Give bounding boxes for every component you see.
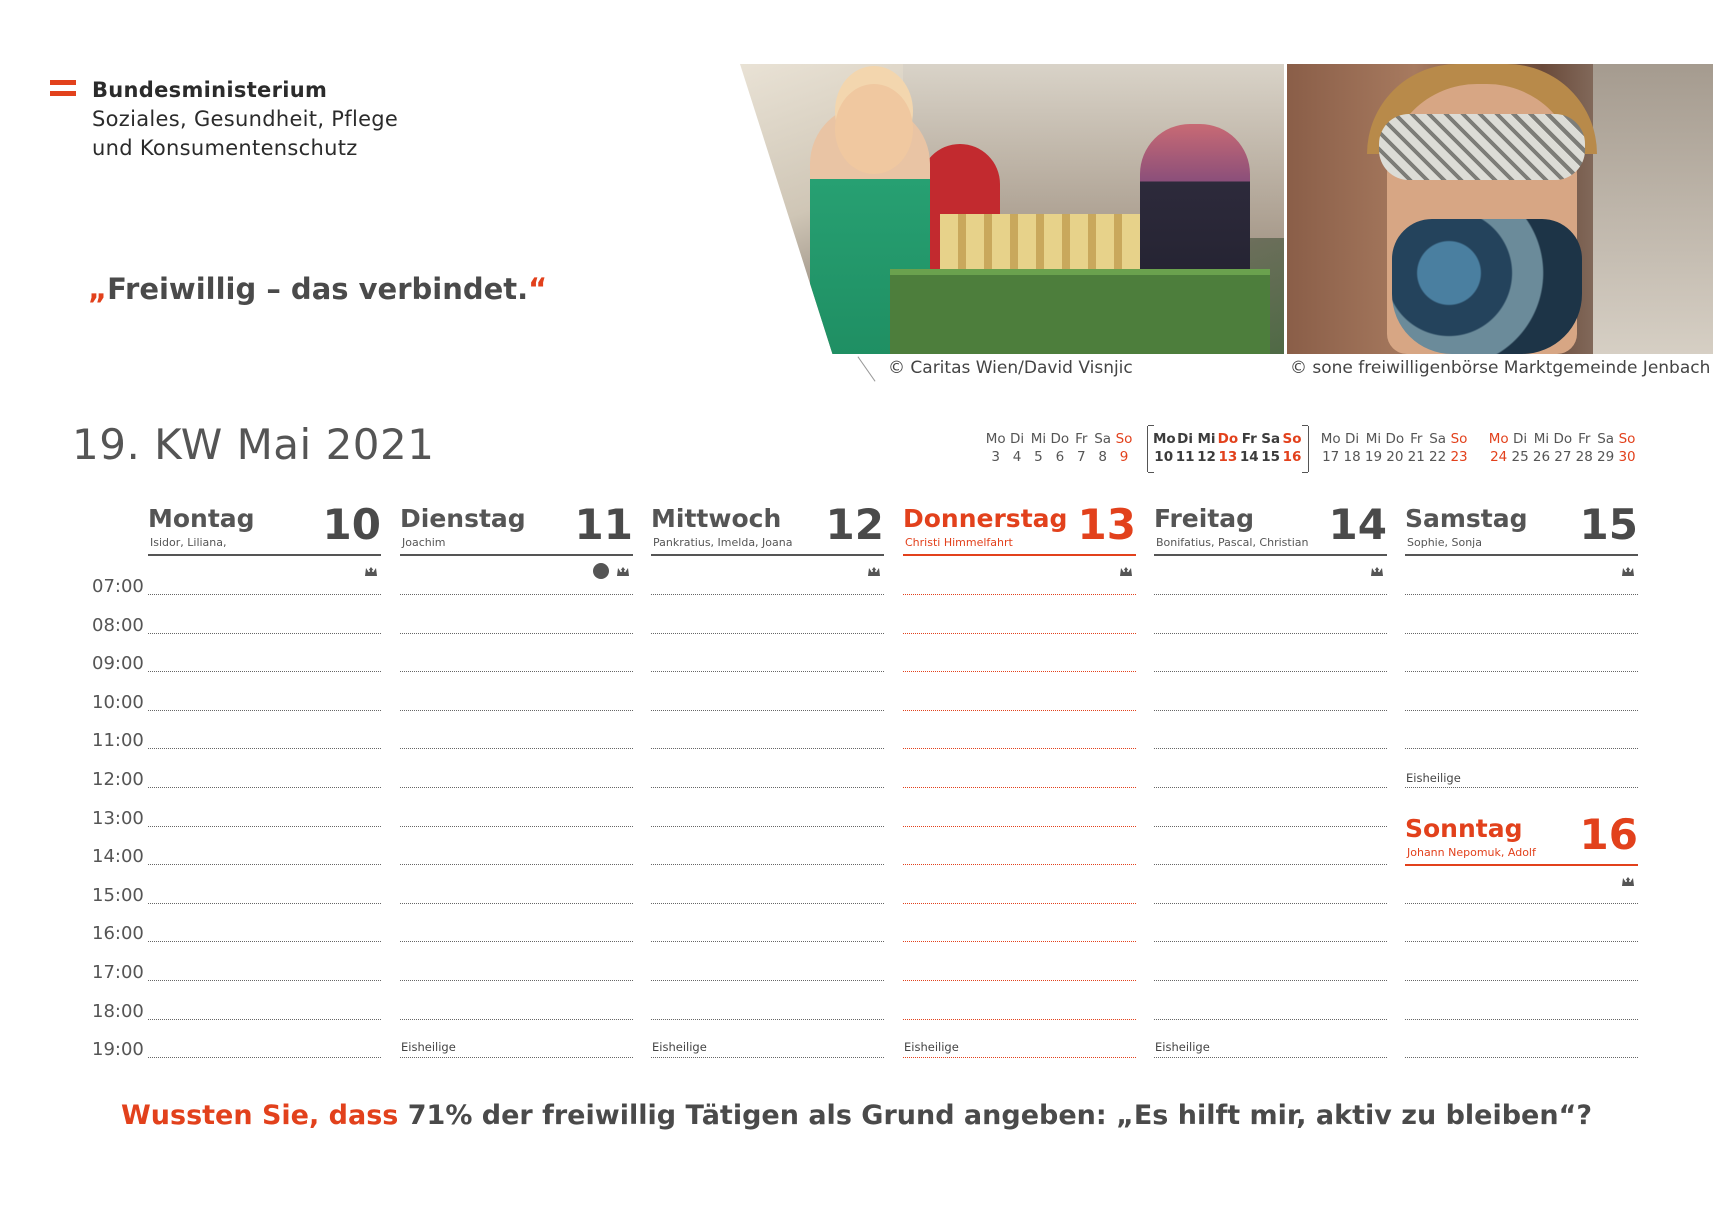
time-label: 18:00: [92, 1000, 144, 1022]
time-slot-line[interactable]: [400, 826, 633, 827]
footer-lead: Wussten Sie, dass: [121, 1100, 399, 1131]
time-slot-line[interactable]: [651, 826, 884, 827]
slogan: [88, 272, 547, 306]
time-slot-line[interactable]: [400, 903, 633, 904]
time-slot-line[interactable]: [1405, 787, 1638, 788]
mini-calendar-day: 4: [1012, 449, 1022, 465]
eisheilige-label: Eisheilige: [1155, 1040, 1210, 1054]
time-slot-line[interactable]: [1154, 594, 1387, 595]
mini-calendar-week-after: [1488, 430, 1638, 466]
time-label: 15:00: [92, 884, 144, 906]
time-slot-line[interactable]: [400, 710, 633, 711]
eisheilige-label: Eisheilige: [652, 1040, 707, 1054]
mini-calendar-day: 17: [1322, 449, 1340, 465]
time-label: 08:00: [92, 614, 144, 636]
time-label: 11:00: [92, 730, 144, 752]
time-slot-line[interactable]: [1154, 1057, 1387, 1058]
mini-calendar-day: 21: [1407, 449, 1425, 465]
moon-phase-icon: [1369, 562, 1385, 578]
time-slot-line[interactable]: [400, 1019, 633, 1020]
time-slot-line[interactable]: [1405, 980, 1638, 981]
time-slot-line[interactable]: [1154, 748, 1387, 749]
time-slot-line[interactable]: [148, 748, 381, 749]
week-title: 19. KW Mai 2021: [72, 420, 435, 469]
time-slot-line[interactable]: [903, 594, 1136, 595]
mini-calendar-day: 28: [1575, 449, 1593, 465]
time-slot-line[interactable]: [1154, 980, 1387, 981]
time-slot-line[interactable]: [148, 1019, 381, 1020]
time-slot-line[interactable]: [903, 903, 1136, 904]
mini-calendar-day: 12: [1197, 449, 1216, 465]
mini-calendar-day: 14: [1239, 449, 1259, 465]
ministry-line-3: und Konsumentenschutz: [92, 136, 358, 160]
time-slot-line[interactable]: [400, 748, 633, 749]
mini-calendar-day: 26: [1532, 449, 1551, 465]
time-slot-line[interactable]: [400, 941, 633, 942]
time-label: 09:00: [92, 653, 144, 675]
photo-food-distribution: [740, 64, 1284, 354]
mini-calendar-day: 13: [1218, 449, 1238, 465]
time-slot-line[interactable]: [903, 1019, 1136, 1020]
ministry-name: [92, 76, 398, 163]
footer-fact: [0, 1100, 1713, 1131]
mini-calendar-weekday: Fr: [1410, 431, 1423, 447]
time-label: 12:00: [92, 769, 144, 790]
mini-calendar-day: 9: [1119, 449, 1129, 465]
day-name: Sonntag: [1405, 814, 1523, 843]
time-slot-line[interactable]: [903, 787, 1136, 788]
time-label: 13:00: [92, 807, 144, 829]
time-slot-line[interactable]: [1405, 671, 1638, 672]
mini-calendar-day: 7: [1076, 449, 1086, 465]
moon-phase-icon: [866, 562, 882, 578]
day-number: 11: [574, 500, 633, 549]
mini-calendar-weekday: Sa: [1597, 431, 1615, 447]
time-slot-line[interactable]: [148, 633, 381, 634]
mini-calendar-weekday: Di: [1513, 431, 1528, 447]
time-slot-line[interactable]: [148, 671, 381, 672]
new-moon-icon: [593, 563, 609, 579]
mini-calendar-weekday: Do: [1217, 431, 1239, 447]
mini-calendar-day: 10: [1154, 449, 1174, 465]
day-name-days: Johann Nepomuk, Adolf: [1407, 846, 1536, 859]
time-slot-line[interactable]: [651, 980, 884, 981]
time-label: 14:00: [92, 846, 144, 868]
time-slot-line[interactable]: [651, 1057, 884, 1058]
slogan-text: Freiwillig – das verbindet.: [107, 272, 529, 306]
photo-credit-2: © sone freiwilligenbörse Marktgemeinde Jenbach: [1290, 358, 1711, 378]
mini-calendar-current-week: [1153, 430, 1303, 466]
moon-phase-icon: [1118, 562, 1134, 578]
moon-phase-icon: [1620, 562, 1636, 578]
mini-calendar-weekday: Do: [1553, 431, 1573, 447]
mini-calendar-weekday: So: [1618, 431, 1636, 447]
time-slot-line[interactable]: [148, 980, 381, 981]
mini-calendar-day: 16: [1282, 449, 1302, 465]
eisheilige-label: Eisheilige: [904, 1040, 959, 1054]
time-slot-line[interactable]: [651, 903, 884, 904]
footer-text: 71% der freiwillig Tätigen als Grund angeben: „Es hilft mir, aktiv zu bleiben“?: [398, 1100, 1592, 1131]
time-slot-line[interactable]: [1154, 941, 1387, 942]
time-slot-line[interactable]: [1405, 903, 1638, 904]
day-name-days: Christi Himmelfahrt: [905, 536, 1013, 549]
time-slot-line[interactable]: [1405, 1057, 1638, 1058]
time-slot-line[interactable]: [651, 710, 884, 711]
day-name-days: Joachim: [402, 536, 446, 549]
mini-calendar-weekday: So: [1450, 431, 1468, 447]
time-slot-line[interactable]: [148, 864, 381, 865]
mini-calendar-weekday: Fr: [1075, 431, 1088, 447]
day-name: Samstag: [1405, 504, 1528, 533]
day-underline: [651, 554, 884, 556]
time-slot-line[interactable]: [400, 1057, 633, 1058]
mini-calendar-weekday: Fr: [1241, 431, 1257, 447]
moon-phase-icon: [363, 562, 379, 578]
day-number: 10: [322, 500, 381, 549]
mini-calendar-weekday: Mi: [1030, 431, 1047, 447]
mini-calendar-weekday: Di: [1177, 431, 1193, 447]
time-slot-line[interactable]: [651, 594, 884, 595]
mini-calendar-day: 3: [991, 449, 1000, 465]
mini-calendar-weekday: Di: [1345, 431, 1360, 447]
mini-calendar-weekday: Do: [1050, 431, 1070, 447]
mini-calendar-weekday: Mo: [1488, 431, 1509, 447]
slogan-open-quote: „: [88, 272, 108, 306]
mini-calendar-day: 24: [1490, 449, 1508, 465]
time-slot-line[interactable]: [903, 748, 1136, 749]
day-name: Montag: [148, 504, 255, 533]
day-underline: [1405, 554, 1638, 556]
time-label: 10:00: [92, 691, 144, 713]
time-label: 19:00: [92, 1039, 144, 1061]
time-slot-line[interactable]: [903, 710, 1136, 711]
time-slot-line[interactable]: [148, 787, 381, 788]
day-number: 13: [1077, 500, 1136, 549]
mini-calendar-day: 20: [1386, 449, 1404, 465]
day-number: 12: [825, 500, 884, 549]
mini-calendar-day: 30: [1618, 449, 1636, 465]
eisheilige-label: Eisheilige: [401, 1040, 456, 1054]
time-label: 17:00: [92, 962, 144, 983]
photo-divider-line: [857, 356, 875, 381]
mini-calendar-weekday: Mo: [1320, 431, 1341, 447]
time-slot-line[interactable]: [1154, 633, 1387, 634]
time-slot-line[interactable]: [148, 903, 381, 904]
mini-calendar-day: 22: [1429, 449, 1447, 465]
moon-phase-icon: [615, 562, 631, 578]
ministry-line-1: Bundesministerium: [92, 78, 328, 102]
day-underline: [400, 554, 633, 556]
time-slot-line[interactable]: [148, 1057, 381, 1058]
day-name: Dienstag: [400, 504, 526, 533]
mini-calendar-day: 29: [1597, 449, 1615, 465]
time-slot-line[interactable]: [1405, 710, 1638, 711]
mini-calendar-day: 27: [1554, 449, 1572, 465]
mini-calendar-weekday: Sa: [1429, 431, 1447, 447]
mini-calendar-weekday: Mi: [1197, 431, 1216, 447]
time-slot-line[interactable]: [1154, 710, 1387, 711]
time-label: 16:00: [92, 923, 144, 945]
photo-credit-1: © Caritas Wien/David Visnjic: [888, 358, 1133, 378]
time-slot-line[interactable]: [1405, 594, 1638, 595]
mini-calendar-day: 25: [1511, 449, 1529, 465]
time-slot-line[interactable]: [400, 633, 633, 634]
time-slot-line[interactable]: [651, 787, 884, 788]
mini-calendar-day: 19: [1364, 449, 1383, 465]
mini-calendar-weekday: Mo: [1153, 431, 1176, 447]
time-slot-line[interactable]: [1154, 903, 1387, 904]
mini-calendar-day: 18: [1343, 449, 1361, 465]
time-slot-line[interactable]: [903, 980, 1136, 981]
mini-calendar-weekday: Mi: [1365, 431, 1382, 447]
photo-child-with-mask: [1287, 64, 1713, 354]
time-slot-line[interactable]: [1405, 748, 1638, 749]
day-name-days: Sophie, Sonja: [1407, 536, 1482, 549]
mini-calendar-prev-week: [985, 430, 1135, 466]
time-slot-line[interactable]: [400, 864, 633, 865]
time-slot-line[interactable]: [1154, 671, 1387, 672]
time-slot-line[interactable]: [1405, 941, 1638, 942]
time-slot-line[interactable]: [148, 594, 381, 595]
mini-calendar-day: 23: [1450, 449, 1468, 465]
day-name-days: Bonifatius, Pascal, Christian: [1156, 536, 1309, 549]
time-slot-line[interactable]: [400, 787, 633, 788]
time-slot-line[interactable]: [903, 671, 1136, 672]
time-slot-line[interactable]: [1154, 864, 1387, 865]
day-name-days: Isidor, Liliana,: [150, 536, 227, 549]
time-slot-line[interactable]: [651, 941, 884, 942]
time-slot-line[interactable]: [148, 826, 381, 827]
time-slot-line[interactable]: [400, 980, 633, 981]
mini-calendar-day: 15: [1261, 449, 1281, 465]
mini-calendar-weekday: Sa: [1094, 431, 1112, 447]
time-slot-line[interactable]: [1405, 633, 1638, 634]
moon-phase-icon: [1620, 872, 1636, 888]
time-slot-line[interactable]: [903, 826, 1136, 827]
mini-calendar-weekday: Mo: [985, 431, 1006, 447]
time-slot-line[interactable]: [148, 941, 381, 942]
day-number: 15: [1579, 500, 1638, 549]
time-slot-line[interactable]: [651, 748, 884, 749]
day-name-days: Pankratius, Imelda, Joana: [653, 536, 793, 549]
time-slot-line[interactable]: [1154, 826, 1387, 827]
mini-calendar-day: 6: [1055, 449, 1065, 465]
day-name: Freitag: [1154, 504, 1255, 533]
mini-calendar-next-week: [1320, 430, 1470, 466]
day-underline: [903, 554, 1136, 556]
time-slot-line[interactable]: [1154, 1019, 1387, 1020]
mini-calendar-weekday: So: [1282, 431, 1302, 447]
mini-calendar-day: 8: [1098, 449, 1107, 465]
time-slot-line[interactable]: [903, 941, 1136, 942]
day-number: 14: [1328, 500, 1387, 549]
day-name: Donnerstag: [903, 504, 1068, 533]
day-underline: [1405, 864, 1638, 866]
day-number: 16: [1579, 810, 1638, 859]
time-slot-line[interactable]: [1154, 787, 1387, 788]
mini-calendar-weekday: So: [1115, 431, 1133, 447]
mini-calendar-weekday: Sa: [1261, 431, 1281, 447]
day-underline: [1154, 554, 1387, 556]
mini-calendar-weekday: Di: [1010, 431, 1025, 447]
time-slot-line[interactable]: [903, 1057, 1136, 1058]
time-slot-line[interactable]: [651, 633, 884, 634]
mini-calendar-day: 11: [1175, 449, 1195, 465]
time-label: 07:00: [92, 576, 144, 597]
time-slot-line[interactable]: [903, 864, 1136, 865]
ministry-line-2: Soziales, Gesundheit, Pflege: [92, 107, 399, 131]
day-name: Mittwoch: [651, 504, 782, 533]
eisheilige-label: Eisheilige: [1406, 771, 1461, 785]
time-slot-line[interactable]: [400, 594, 633, 595]
time-slot-line[interactable]: [903, 633, 1136, 634]
time-slot-line[interactable]: [651, 1019, 884, 1020]
mini-calendar-weekday: Mi: [1533, 431, 1550, 447]
time-slot-line[interactable]: [400, 671, 633, 672]
time-slot-line[interactable]: [148, 710, 381, 711]
day-underline: [148, 554, 381, 556]
mini-calendar-weekday: Fr: [1578, 431, 1591, 447]
mini-calendar-weekday: Do: [1385, 431, 1405, 447]
slogan-close-quote: “: [528, 272, 548, 306]
time-slot-line[interactable]: [651, 864, 884, 865]
mini-calendar-day: 5: [1034, 449, 1043, 465]
time-slot-line[interactable]: [651, 671, 884, 672]
time-slot-line[interactable]: [1405, 1019, 1638, 1020]
